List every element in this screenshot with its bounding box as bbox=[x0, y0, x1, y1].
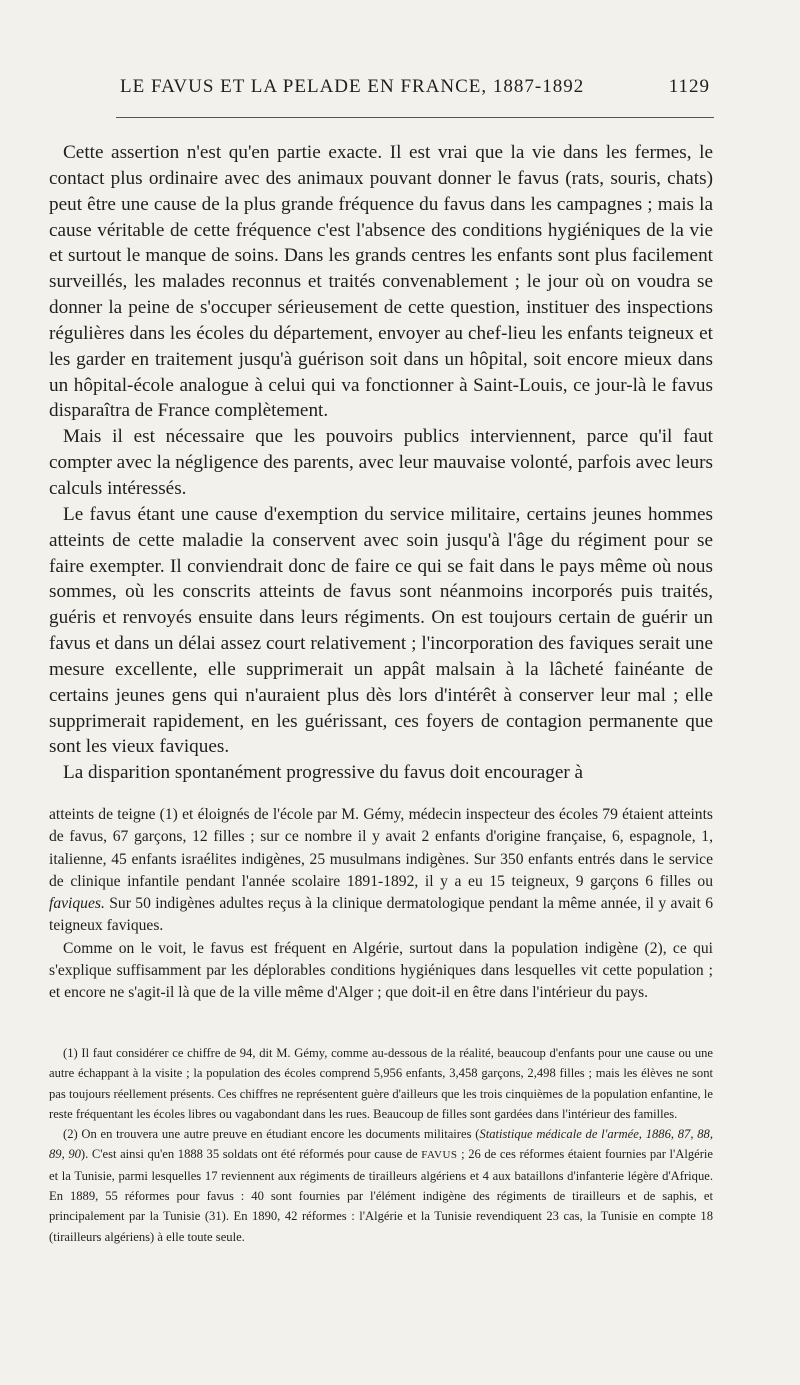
note-italic-word: faviques. bbox=[49, 895, 105, 913]
note-text-segment: Sur 50 indigènes adultes reçus à la clinique dermatologique pendant la même année, il y avait 6 teigneux faviques. bbox=[49, 895, 713, 935]
footnotes bbox=[49, 1043, 713, 1247]
footnote-2 bbox=[49, 1124, 713, 1247]
footnote-text-segment: ; 26 de ces réformes étaient fournies par l'Algérie et la Tunisie, parmi lesquelles 17 reviennent aux régiments de tirailleurs algériens et 4 aux bataillons d'infanterie légère d'Afrique. En 1889, 55 réformes pour favus : 40 sont fournies par l'élément indigène des régiments de tirailleurs et de saphis, et principalement par la Tunisie (31). En 1890, 42 réformes : l'Algérie et la Tunisie revendiquent 23 cas, la Tunisie en compte 18 (tirailleurs algériens) à elle toute seule. bbox=[49, 1147, 714, 1244]
body-paragraph: La disparition spontanément progressive du favus doit encourager à bbox=[63, 762, 584, 784]
body-paragraph: Cette assertion n'est qu'en partie exacte. Il est vrai que la vie dans les fermes, le contact plus ordinaire avec des animaux pouvant donner le favus (rats, souris, chats) peut être une cause de la plus grande fréquence du favus dans les campagnes ; mais la cause véritable de cette fréquence c'est l'absence des conditions hygiéniques de la vie et surtout le manque de soins. Dans les grands centres les enfants sont plus facilement surveillés, les malades reconnus et traités convenablement ; le jour où on voudra se donner la peine de s'occuper sérieusement de cette question, instituer des inspections régulières dans les écoles du département, envoyer au chef-lieu les enfants teigneux et les garder en traitement jusqu'à guérison soit dans un hôpital, soit encore mieux dans un hôpital-école analogue à celui qui va fonctionner à Saint-Louis, ce jour-là le favus disparaîtra de France complètement. bbox=[49, 142, 713, 422]
page-header bbox=[120, 76, 710, 106]
note-paragraph: Comme on le voit, le favus est fréquent en Algérie, surtout dans la population indigène (2), ce qui s'explique suffisamment par les déplorables conditions hygiéniques dans lesquelles vit cette population ; et encore ne s'agit-il là que de la ville même d'Alger ; que doit-il en être dans l'intérieur du pays. bbox=[49, 939, 713, 1002]
note-block bbox=[49, 804, 713, 1005]
page-number: 1129 bbox=[668, 76, 710, 97]
running-title: LE FAVUS ET LA PELADE EN FRANCE, 1887-1892 bbox=[120, 76, 585, 97]
body-paragraph: Le favus étant une cause d'exemption du service militaire, certains jeunes hommes atteints de cette maladie la conservent avec soin jusqu'à l'âge du régiment pour se faire exempter. Il conviendrait donc de faire ce qui se fait dans le pays même où nous sommes, où les conscrits atteints de favus sont néanmoins incorporés puis traités, guéris et renvoyés ensuite dans leurs régiments. On est toujours certain de guérir un favus et dans un délai assez court relativement ; l'incorporation des faviques serait une mesure excellente, elle supprimerait un appât malsain à la lâcheté fainéante de certains jeunes gens qui n'auraient plus dès lors d'intérêt à conserver leur mal ; elle supprimerait rapidement, en les guérissant, ces foyers de contagion permanente que sont les vieux faviques. bbox=[49, 503, 713, 758]
header-rule bbox=[116, 117, 714, 118]
footnote-smallcaps: FAVUS bbox=[421, 1149, 458, 1162]
footnote-text-segment: ). C'est ainsi qu'en 1888 35 soldats ont été réformés pour cause de bbox=[80, 1147, 422, 1162]
note-paragraph bbox=[49, 804, 713, 938]
note-text-segment: atteints de teigne (1) et éloignés de l'école par M. Gémy, médecin inspecteur des écoles 79 étaient atteints de favus, 67 garçons, 12 filles ; sur ce nombre il y avait 2 enfants d'origine française, 6, espagnole, 1, italienne, 45 enfants israélites indigènes, 25 musulmans indigènes. Sur 350 enfants entrés dans le service de clinique infantile pendant l'année scolaire 1891-1892, il y a eu 15 teigneux, 9 garçons 6 filles ou bbox=[49, 806, 713, 890]
body-paragraph: Mais il est nécessaire que les pouvoirs publics interviennent, parce qu'il faut compter avec la négligence des parents, avec leur mauvaise volonté, parfois avec leurs calculs intéressés. bbox=[49, 426, 713, 499]
footnote-text-segment: (2) On en trouvera une autre preuve en étudiant encore les documents militaires ( bbox=[63, 1127, 480, 1142]
footnote-1: (1) Il faut considérer ce chiffre de 94, dit M. Gémy, comme au-dessous de la réalité, beaucoup d'enfants pour une cause ou une autre échappant à la visite ; la population des écoles comprend 5,956 enfants, 3,458 garçons, 2,498 filles ; mais les élèves ne sont pas toujours réellement présents. Ces chiffres ne représentent guère d'ailleurs que les trois cinquièmes de la population enfantine, le reste fréquentant les écoles libres ou vagabondant dans les rues. Beaucoup de filles sont gardées dans l'intérieur des familles. bbox=[49, 1046, 713, 1121]
main-text bbox=[49, 140, 713, 786]
footnote-citation: Statistique médicale de l'armée, 1886, 87, 88, 89, 90 bbox=[49, 1127, 713, 1162]
